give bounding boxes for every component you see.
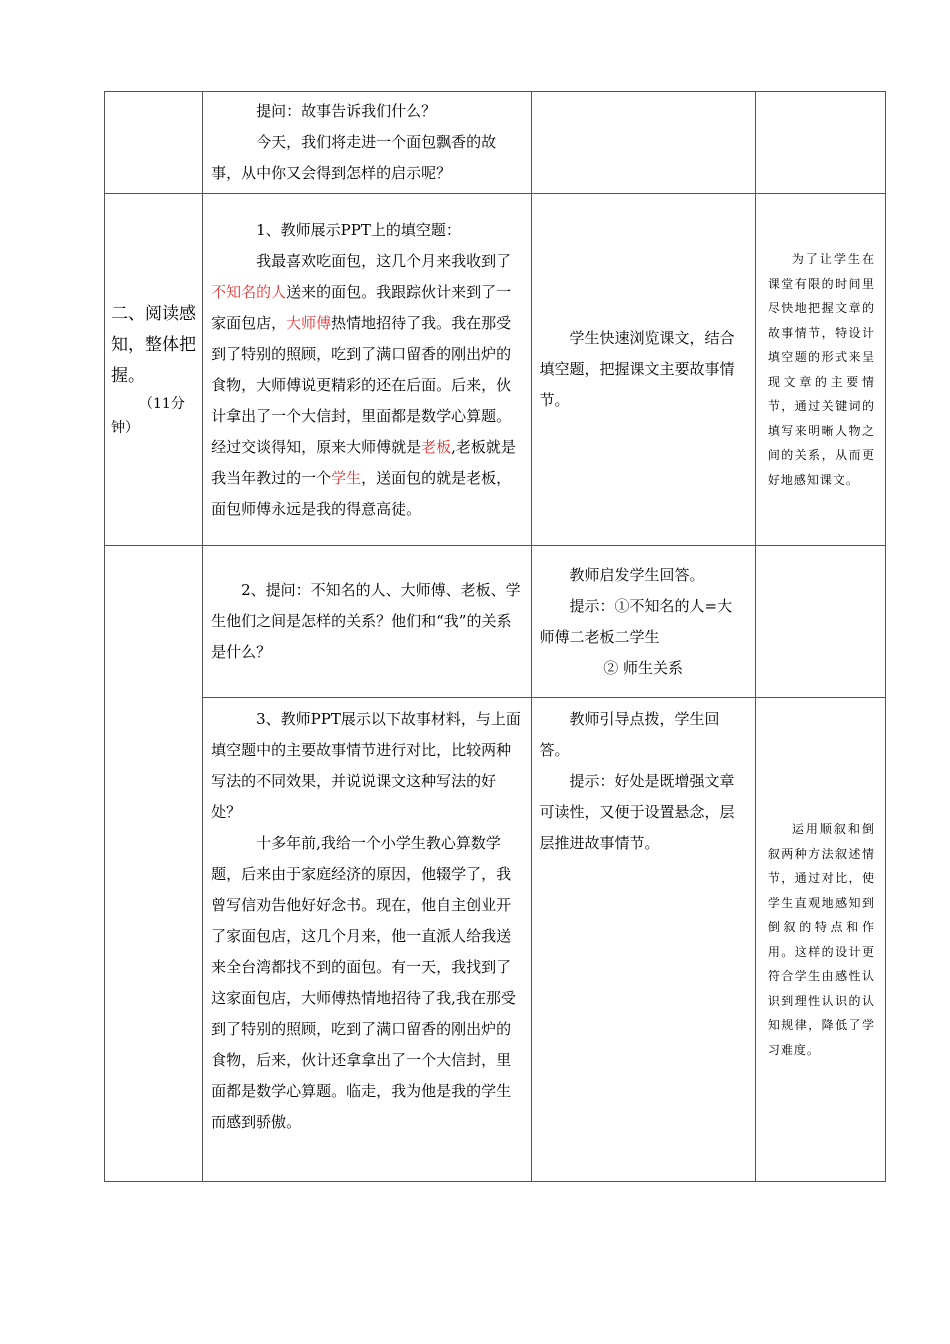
hint-text: 提示：①不知名的人=大师傅二老板二学生 <box>539 596 733 646</box>
question-text: 2、提问：不知名的人、大师傅、老板、学生他们之间是怎样的关系？他们和“我”的关系是什么？ <box>211 581 521 661</box>
table-row <box>105 546 886 698</box>
stage-time: （11分 <box>139 396 185 412</box>
task-text: 3、教师PPT展示以下故事材料，与上面填空题中的主要故事情节进行对比，比较两种写法的不同效果，并说说课文这种写法的好处？ <box>211 710 521 821</box>
design-note <box>768 817 875 1062</box>
table-row <box>105 698 886 1182</box>
design-note-text: 运用顺叙和倒叙两种方法叙述情节，通过对比，使学生直观地感知到倒叙的特点和作用。这样的设计更符合学生由感性认识到理性认识的认知规律，降低了学习难度。 <box>767 822 875 1057</box>
note-cell-empty <box>755 546 885 698</box>
fill-in-passage <box>211 246 522 525</box>
passage-text: 送来的面包。我跟踪伙计来到了一家面包店， <box>211 282 512 332</box>
student-cell-empty <box>531 92 755 194</box>
blank-answer-2: 大师傅 <box>286 313 332 332</box>
design-note-text: 为了让学生在课堂有限的时间里尽快地把握文章的故事情节，特设计填空题的形式来呈现文章的主要情节，通过关键词的填写来明晰人物之间的关系，从而更好地感知课文。 <box>767 252 875 487</box>
passage-text: 我最喜欢吃面包，这几个月来我收到了 <box>256 251 512 270</box>
lesson-plan-table <box>104 91 886 1182</box>
story-passage: 十多年前,我给一个小学生教心算数学题，后来由于家庭经济的原因，他辍学了，我曾写信劝告他好好念书。现在，他自主创业开了家面包店，这几个月来，他一直派人给我送来全台湾都找不到的面包。有一天，我找到了这家面包店，大师傅热情地招待了我,我在那受到了特别的照顾，吃到了满口留香的刚出炉的食物，后来，伙计还拿拿出了一个大信封，里面都是数学心算题。临走，我为他是我的学生而感到骄傲。 <box>211 834 516 1131</box>
content-cell <box>203 546 531 698</box>
note-cell-empty <box>755 92 885 194</box>
table-row <box>105 92 886 194</box>
hint-text-2: ② 师生关系 <box>603 658 684 677</box>
student-activity: 学生快速浏览课文，结合填空题，把握课文主要故事情节。 <box>539 329 735 409</box>
passage-text: ，送面包的就是老板，面包师傅永远是我的得意高徒。 <box>211 468 512 518</box>
passage-text: ,老板就是我当年教过的一个 <box>211 437 516 487</box>
stage-time-cont: 钟） <box>111 420 139 436</box>
student-cell <box>531 546 755 698</box>
design-note <box>768 247 875 492</box>
stage-cell-empty <box>105 92 203 194</box>
student-activity: 教师启发学生回答。 <box>569 565 705 584</box>
content-cell <box>203 698 531 1182</box>
blank-answer-3: 老板 <box>421 437 452 456</box>
note-cell <box>755 698 885 1182</box>
content-cell <box>203 194 531 546</box>
student-cell <box>531 698 755 1182</box>
intro-text: 今天，我们将走进一个面包飘香的故事，从中你又会得到怎样的启示呢？ <box>211 133 497 182</box>
student-cell <box>531 194 755 546</box>
question-text: 提问：故事告诉我们什么？ <box>256 102 437 120</box>
note-cell <box>755 194 885 546</box>
student-activity: 教师引导点拨，学生回答。 <box>539 710 720 759</box>
hint-text: 提示：好处是既增强文章可读性，又便于设置悬念，层层推进故事情节。 <box>539 772 735 852</box>
stage-cell <box>105 194 203 546</box>
stage-cell-empty <box>105 546 203 1182</box>
blank-answer-1: 不知名的人 <box>211 282 287 301</box>
passage-text: 热情地招待了我。我在那受到了特别的照顾，吃到了满口留香的刚出炉的食物，大师傅说更精彩的还在后面。后来，伙计拿出了一个大信封，里面都是数学心算题。经过交谈得知，原来大师傅就是 <box>211 313 512 456</box>
stage-title: 二、阅读感知，整体把握。 <box>111 304 196 386</box>
table-row <box>105 194 886 546</box>
task-text: 1、教师展示PPT上的填空题： <box>256 220 461 239</box>
blank-answer-4: 学生 <box>331 468 362 487</box>
content-cell <box>203 92 531 194</box>
